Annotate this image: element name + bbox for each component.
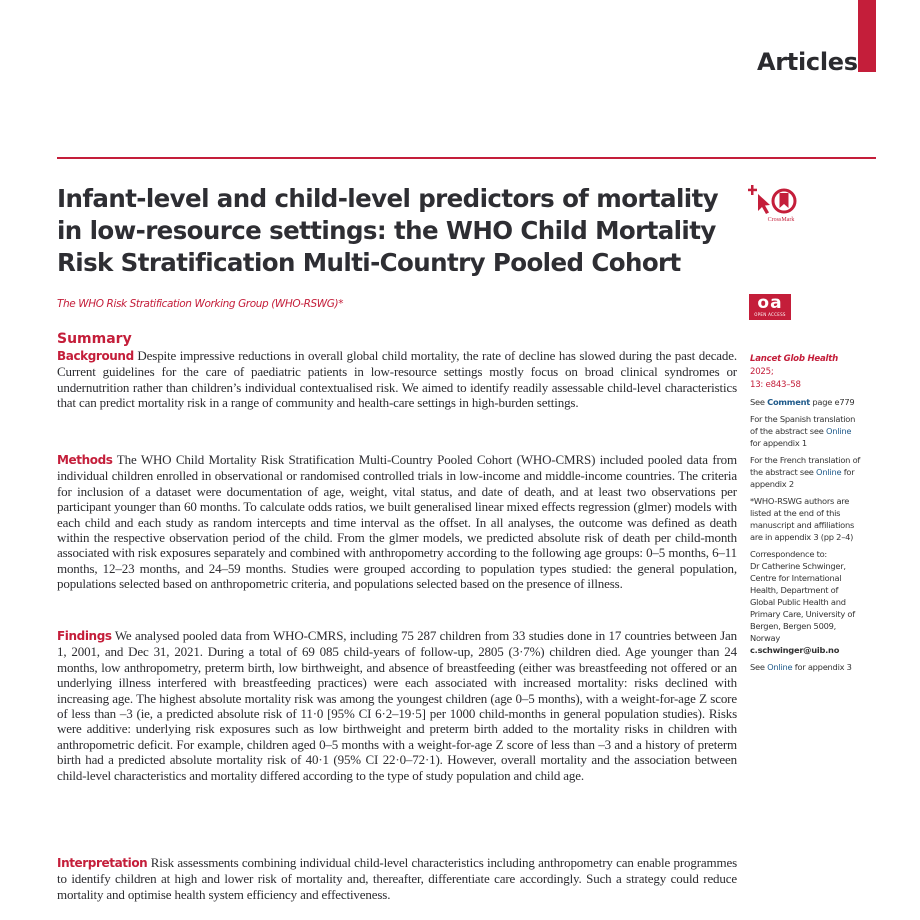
appendix-note [750, 661, 862, 673]
section-accent-bar [858, 0, 876, 72]
interpretation-label: Interpretation [57, 856, 148, 870]
crossmark-label: CrossMark [767, 217, 795, 223]
correspondence-email[interactable]: c.schwinger@uib.no [750, 645, 840, 655]
header-rule [57, 157, 876, 159]
french-suffix: for appendix 2 [750, 467, 855, 489]
methods-label: Methods [57, 453, 113, 467]
article-title: Infant-level and child-level predictors of mortality in low-resource settings: the WHO Child Mortality Risk Stratification Multi-Country Pooled Cohort [57, 184, 719, 277]
correspondence-label: Correspondence to: [750, 549, 827, 559]
citation-year: 2025; [750, 367, 774, 377]
french-prefix: For the French translation of the abstract see [750, 455, 861, 477]
citation-volume: 13: e843–58 [750, 380, 801, 390]
spanish-translation-note [750, 413, 862, 449]
findings-label: Findings [57, 629, 112, 643]
comment-suffix: page e779 [809, 397, 855, 407]
article-authors: The WHO Risk Stratification Working Group (WHO-RSWG)* [57, 298, 344, 310]
section-label: Articles [757, 48, 858, 76]
abstract-methods [57, 452, 737, 592]
french-online-link[interactable]: Online [816, 467, 842, 477]
comment-note [750, 396, 862, 408]
methods-text: The WHO Child Mortality Risk Stratification Multi-Country Pooled Cohort (WHO-CMRS) included pooled data from individual children enrolled in observational or randomised controlled trials in low-income and middle-income countries. The criteria for inclusion of a dataset were documentation of age, weight, vital status, and date of death, and at least two observations per participant younger than 60 months. To calculate odds ratios, we built generalised linear mixed effects regression (glmer) models with each child and each study as random intercepts and time interval as the offset. In all analyses, the outcome was defined as death within the respective observation period of the child. From the glmer models, we predicted absolute risk of death per child-month associated with risk exposures separately and combined with anthropometry according to the following age groups: 0–5 months, 6–11 months, 12–23 months, and 24–59 months. Studies were grouped according to population types studied: the general population, populations selected based on anthropometric criteria, and populations selected based on the presence of illness. [57, 452, 737, 592]
spanish-suffix: for appendix 1 [750, 438, 807, 448]
abstract-background [57, 348, 737, 411]
crossmark-button[interactable] [748, 181, 810, 227]
open-access-label: OPEN ACCESS [754, 312, 786, 317]
spanish-prefix: For the Spanish translation of the abstract see [750, 414, 856, 436]
french-translation-note [750, 454, 862, 490]
open-access-icon: oa [757, 293, 783, 313]
summary-heading: Summary [57, 331, 132, 347]
correspondence [750, 548, 862, 656]
open-access-badge[interactable] [749, 294, 791, 320]
appendix-prefix: See [750, 662, 768, 672]
comment-link[interactable]: Comment [767, 397, 810, 407]
findings-text: We analysed pooled data from WHO-CMRS, including 75 287 children from 33 studies done in 17 countries between Jan 1, 2001, and Dec 31, 2021. During a total of 69 085 child-years of follow-up, 2805 (3·7%) children died. Age younger than 24 months, low anthropometry, preterm birth, low birthweight, and absence of breastfeeding (either was breastfeeding not offered or an underlying illness interfered with breastfeeding practices) were each associated with increased mortality: risks declined with increasing age. The highest absolute mortality risk was among the youngest children (age 0–5 months), with a weight-for-age Z score of less than –3 (ie, a predicted absolute risk of 11·0 [95% CI 6·2–19·5] per 1000 child-months in general population studies). Risks were additive: underlying risk exposures such as low birthweight and preterm birth added to the mortality risks in children with anthropometric deficit. For example, children aged 0–5 months with a weight-for-age Z score of less than –3 and a history of preterm birth had a predicted absolute mortality risk of 40·1 (95% CI 22·0–72·1). However, overall mortality and the association between child-level characteristics and mortality differed according to the type of study population and child age. [57, 628, 737, 783]
correspondence-address: Dr Catherine Schwinger, Centre for International Health, Department of Global Public Health and Primary Care, University of Bergen, Bergen 5009, Norway [750, 561, 855, 643]
citation [750, 352, 862, 391]
abstract-interpretation [57, 855, 737, 902]
appendix-suffix: for appendix 3 [792, 662, 852, 672]
background-text: Despite impressive reductions in overall global child mortality, the rate of decline has slowed during the past decade. Current guidelines for the care of paediatric patients in low-resource settings mostly focus on broad clinical syndromes or undernutrition rather than children’s individual contextualised risk. We aimed to identify readily assessable child-level characteristics that can predict mortality risk in a range of community and health-care settings in high-burden settings. [57, 348, 737, 411]
spanish-online-link[interactable]: Online [825, 426, 852, 436]
comment-prefix: See [750, 397, 768, 407]
article-sidebar [750, 352, 862, 678]
crossmark-icon [748, 181, 810, 227]
authors-note: *WHO-RSWG authors are listed at the end of this manuscript and affiliations are in appendix 3 (pp 2–4) [750, 496, 855, 542]
appendix-online-link[interactable]: Online [767, 662, 793, 672]
interpretation-text: Risk assessments combining individual child-level characteristics including anthropometry can enable programmes to identify children at high and lower risk of mortality and, thereafter, differentiate care accordingly. Such a strategy could reduce mortality and optimise health system efficiency and effectiveness. [57, 855, 737, 902]
citation-journal: Lancet Glob Health [750, 354, 838, 364]
abstract-findings [57, 628, 737, 783]
background-label: Background [57, 349, 134, 363]
